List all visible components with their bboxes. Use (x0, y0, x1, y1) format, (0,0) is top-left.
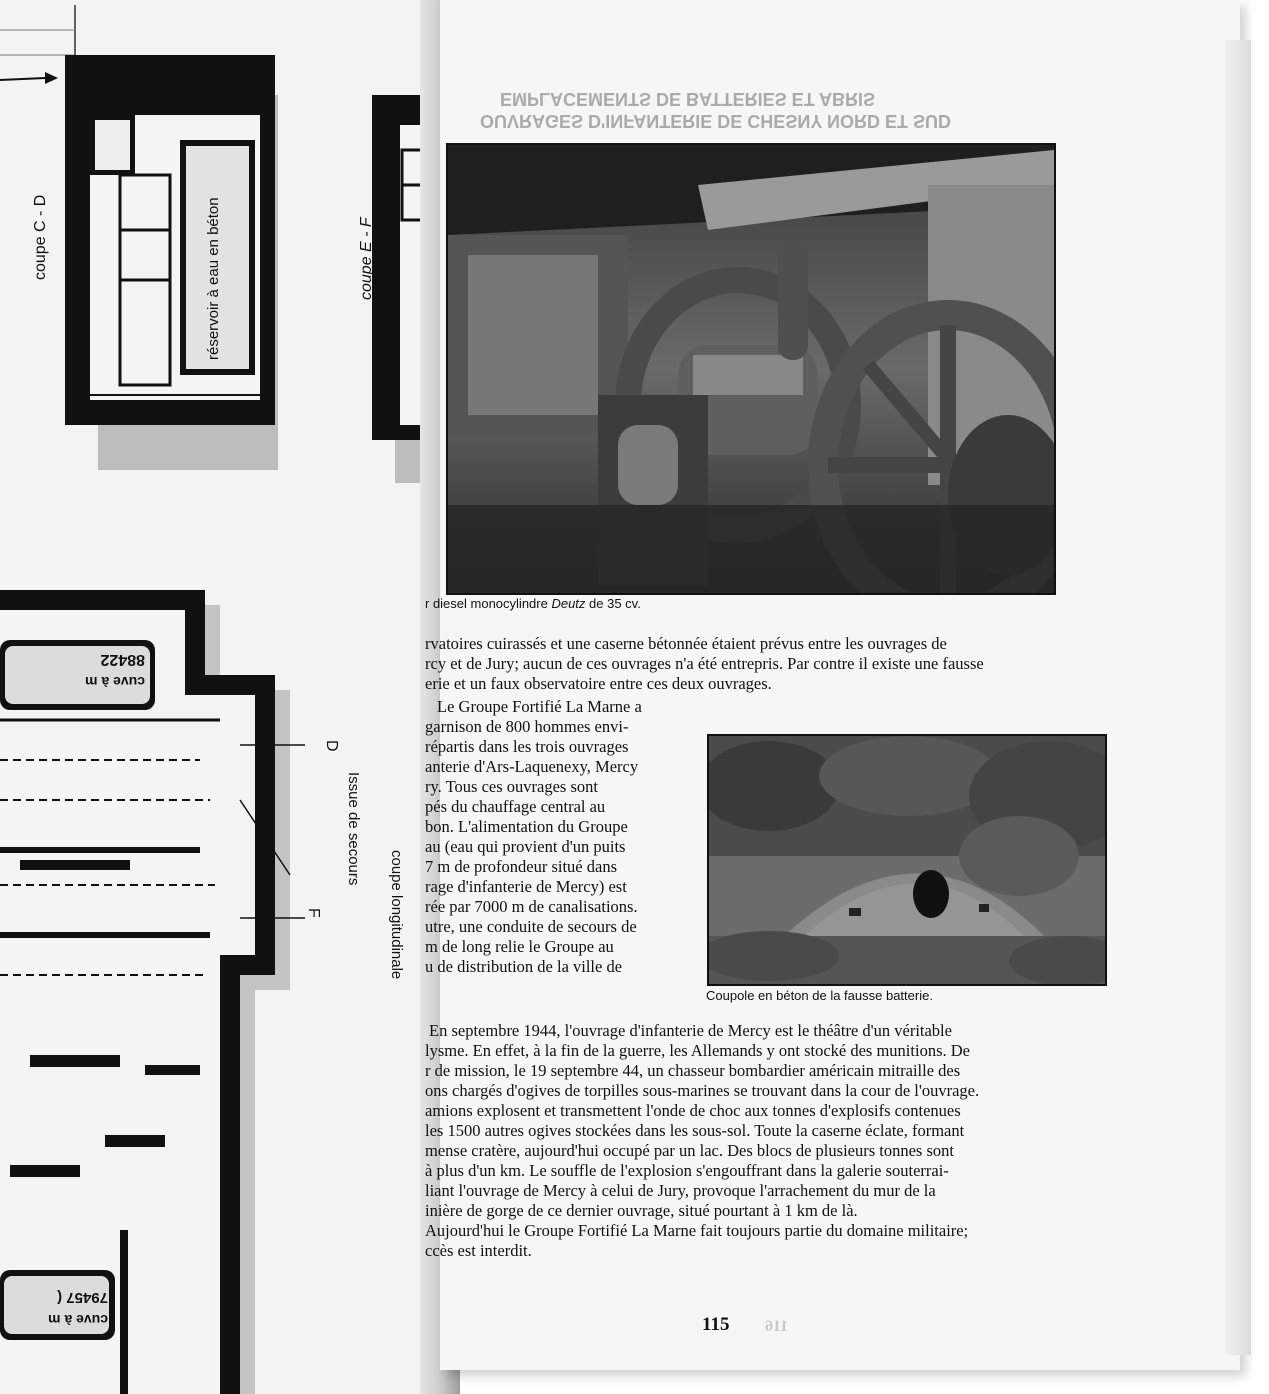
text-line: m de long relie le Groupe au (425, 937, 614, 956)
page-number: 115 (702, 1314, 730, 1335)
text-line: répartis dans les trois ouvrages (425, 737, 629, 756)
text-line: lysme. En effet, à la fin de la guerre, les Allemands y ont stocké des munitions. De (425, 1041, 970, 1060)
arrow-head (45, 72, 58, 84)
text-line: Le Groupe Fortifié La Marne a (437, 697, 642, 716)
text-line: anterie d'Ars-Laquenexy, Mercy (425, 757, 639, 776)
engine-photo-caption (425, 596, 641, 611)
text-line: 7 m de profondeur situé dans (425, 857, 617, 876)
marker-f: F (305, 908, 322, 918)
section-cd-label: coupe C - D (32, 194, 49, 280)
marker-d: D (323, 740, 340, 752)
text-line: ons chargés d'ogives de torpilles sous-marines se trouvant dans la cour de l'ouvrage. (425, 1081, 980, 1100)
text-line: rée par 7000 m de canalisations. (425, 897, 638, 916)
explosion-paragraph (425, 1021, 979, 1261)
text-line: au (eau qui provient d'un puits (425, 837, 626, 856)
text-line: liant l'ouvrage de Mercy à celui de Jury, provoque l'arrachement du mur de la (425, 1181, 936, 1200)
text-line: mense cratère, aujourd'hui occupé par un lac. Des blocs de plusieurs tonnes sont (425, 1141, 954, 1160)
longitudinal-section-drawing (0, 590, 305, 1394)
caption-post: de 35 cv. (585, 596, 641, 611)
text-line: ry. Tous ces ouvrages sont (425, 777, 598, 796)
text-line: erie et un faux observatoire entre ces deux ouvrages. (425, 674, 772, 693)
text-line: utre, une conduite de secours de (425, 917, 637, 936)
emergency-exit-label: Issue de secours (345, 772, 362, 886)
caption-brand: Deutz (551, 596, 586, 611)
reservoir-label: réservoir à eau en béton (205, 197, 222, 360)
text-line: les 1500 autres ogives stockées dans les sous-sol. Toute la caserne éclate, formant (425, 1121, 965, 1140)
text-line: amions explosent et transmettent l'onde de choc aux tonnes d'explosifs contenues (425, 1101, 961, 1120)
caption-pre: r diesel monocylindre (425, 596, 552, 611)
tank-lower-number: 79457 ( (57, 1289, 108, 1306)
tank-upper-number: 88422 (100, 651, 145, 668)
section-cd-drawing (65, 55, 278, 470)
longitudinal-label: coupe longitudinale (388, 850, 405, 980)
fort-plan-drawing (0, 0, 445, 1394)
text-line: rage d'infanterie de Mercy) est (425, 877, 627, 896)
section-ef-label: coupe E - F (358, 217, 375, 300)
text-line: bon. L'alimentation du Groupe (425, 817, 628, 836)
concrete-dome-photo (707, 734, 1107, 986)
arrow-line (0, 78, 45, 80)
text-line: à plus d'un km. Le souffle de l'explosion s'engouffrant dans la galerie souterrai- (425, 1161, 949, 1180)
bleed-through-page-number: 116 (765, 1318, 789, 1335)
tank-upper-title: cuve à m (85, 674, 145, 690)
engine-room-photo (446, 143, 1056, 595)
garrison-paragraph (425, 697, 642, 977)
intro-paragraph (425, 634, 984, 694)
tank-lower-title: cuve à m (48, 1312, 108, 1328)
text-line: Aujourd'hui le Groupe Fortifié La Marne fait toujours partie du domaine militaire; (425, 1221, 969, 1240)
bleed-through-title-2: EMPLACEMENTS DE BATTERIES ET ABRIS (500, 89, 876, 109)
left-page (0, 0, 445, 1394)
text-line: r de mission, le 19 septembre 44, un chasseur bombardier américain mitraille des (425, 1061, 961, 1080)
text-line: u de distribution de la ville de (425, 957, 623, 976)
text-line: rvatoires cuirassés et une caserne bétonnée étaient prévus entre les ouvrages de (425, 634, 947, 653)
page-edge-stack (1225, 40, 1251, 1355)
dome-photo-caption: Coupole en béton de la fausse batterie. (706, 988, 933, 1003)
text-line: En septembre 1944, l'ouvrage d'infanterie de Mercy est le théâtre d'un véritable (429, 1021, 952, 1040)
text-line: inière de gorge de ce dernier ouvrage, situé pourtant à 1 km de là. (425, 1201, 858, 1220)
text-line: garnison de 800 hommes envi- (425, 717, 629, 736)
text-line: rcy et de Jury; aucun de ces ouvrages n'a été entrepris. Par contre il existe une fausse (425, 654, 984, 673)
text-line: pés du chauffage central au (425, 797, 606, 816)
bleed-through-title-1: OUVRAGES D'INFANTERIE DE CHESNY NORD ET SUD (480, 111, 952, 131)
text-line: ccès est interdit. (425, 1241, 532, 1260)
